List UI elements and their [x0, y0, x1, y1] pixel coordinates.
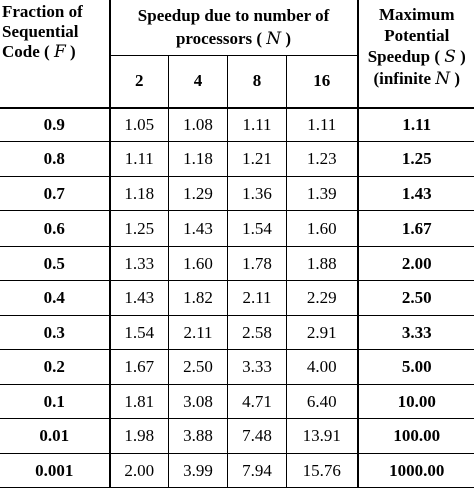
fraction-cell: 0.1 [0, 385, 110, 419]
max-speedup-header [358, 0, 474, 108]
speedup-cell: 1.11 [287, 108, 358, 142]
max-speedup-cell: 1.67 [358, 211, 474, 247]
max-speedup-line3: Speedup ( S ) [367, 47, 466, 67]
speedup-group-header [110, 0, 358, 56]
speedup-cell: 1.54 [110, 316, 169, 350]
processor-count-header: 4 [169, 56, 228, 108]
speedup-cell: 15.76 [287, 454, 358, 488]
fraction-header-line3: Code ( F ) [2, 42, 76, 62]
speedup-cell: 2.29 [287, 281, 358, 316]
speedup-cell: 1.67 [110, 350, 169, 385]
fraction-cell: 0.6 [0, 211, 110, 247]
fraction-header [0, 0, 110, 108]
infinite-n-variable: N [435, 69, 451, 89]
table-row [0, 419, 474, 454]
speedup-cell: 1.78 [228, 247, 287, 281]
speedup-cell: 1.88 [287, 247, 358, 281]
speedup-cell: 1.08 [169, 108, 228, 142]
fraction-cell: 0.7 [0, 177, 110, 211]
max-speedup-line1: Maximum [378, 5, 455, 24]
max-speedup-cell: 2.50 [358, 281, 474, 316]
table-row [0, 385, 474, 419]
max-speedup-cell: 1.43 [358, 177, 474, 211]
speedup-cell: 3.08 [169, 385, 228, 419]
table-row [0, 281, 474, 316]
speedup-cell: 1.39 [287, 177, 358, 211]
processor-count-header: 2 [110, 56, 169, 108]
fraction-cell: 0.5 [0, 247, 110, 281]
speedup-cell: 2.11 [169, 316, 228, 350]
table-row [0, 177, 474, 211]
max-speedup-cell: 1.11 [358, 108, 474, 142]
speedup-cell: 1.36 [228, 177, 287, 211]
table-body [0, 108, 474, 488]
speedup-cell: 3.99 [169, 454, 228, 488]
speedup-cell: 3.33 [228, 350, 287, 385]
speedup-cell: 1.81 [110, 385, 169, 419]
speedup-cell: 1.05 [110, 108, 169, 142]
speedup-cell: 1.25 [110, 211, 169, 247]
speedup-cell: 1.33 [110, 247, 169, 281]
speedup-cell: 2.58 [228, 316, 287, 350]
speedup-cell: 7.48 [228, 419, 287, 454]
speedup-cell: 2.11 [228, 281, 287, 316]
table-row [0, 454, 474, 488]
speedup-cell: 6.40 [287, 385, 358, 419]
speedup-cell: 4.71 [228, 385, 287, 419]
speedup-group-line2: processors ( N ) [175, 29, 292, 49]
table-row [0, 247, 474, 281]
speedup-cell: 3.88 [169, 419, 228, 454]
speedup-cell: 1.21 [228, 142, 287, 177]
processor-variable: N [266, 29, 282, 49]
speedup-cell: 1.82 [169, 281, 228, 316]
speedup-cell: 7.94 [228, 454, 287, 488]
speedup-cell: 2.00 [110, 454, 169, 488]
fraction-cell: 0.9 [0, 108, 110, 142]
fraction-cell: 0.3 [0, 316, 110, 350]
max-speedup-cell: 2.00 [358, 247, 474, 281]
speedup-cell: 4.00 [287, 350, 358, 385]
max-speedup-cell: 10.00 [358, 385, 474, 419]
max-speedup-cell: 100.00 [358, 419, 474, 454]
table-row [0, 211, 474, 247]
max-speedup-cell: 5.00 [358, 350, 474, 385]
speedup-cell: 1.18 [110, 177, 169, 211]
fraction-cell: 0.2 [0, 350, 110, 385]
speedup-group-line1: Speedup due to number of [137, 6, 330, 25]
speedup-cell: 1.43 [110, 281, 169, 316]
speedup-cell: 1.11 [110, 142, 169, 177]
speedup-cell: 2.91 [287, 316, 358, 350]
speedup-cell: 1.18 [169, 142, 228, 177]
fraction-cell: 0.001 [0, 454, 110, 488]
table-row [0, 142, 474, 177]
speedup-cell: 2.50 [169, 350, 228, 385]
table-row [0, 108, 474, 142]
table-row [0, 350, 474, 385]
speedup-cell: 1.29 [169, 177, 228, 211]
fraction-cell: 0.8 [0, 142, 110, 177]
max-speedup-cell: 3.33 [358, 316, 474, 350]
speedup-cell: 1.43 [169, 211, 228, 247]
fraction-cell: 0.01 [0, 419, 110, 454]
max-speedup-cell: 1.25 [358, 142, 474, 177]
speedup-variable: S [444, 47, 456, 67]
speedup-cell: 13.91 [287, 419, 358, 454]
max-speedup-line4: (infinite N ) [373, 69, 461, 89]
table-row [0, 316, 474, 350]
speedup-cell: 1.54 [228, 211, 287, 247]
fraction-header-line2: Sequential [2, 22, 79, 41]
max-speedup-cell: 1000.00 [358, 454, 474, 488]
fraction-header-line1: Fraction of [2, 2, 83, 21]
processor-count-header: 8 [228, 56, 287, 108]
fraction-cell: 0.4 [0, 281, 110, 316]
speedup-cell: 1.11 [228, 108, 287, 142]
fraction-variable: F [53, 42, 66, 62]
max-speedup-line2: Potential [384, 26, 450, 45]
speedup-cell: 1.60 [169, 247, 228, 281]
speedup-cell: 1.60 [287, 211, 358, 247]
speedup-cell: 1.98 [110, 419, 169, 454]
speedup-cell: 1.23 [287, 142, 358, 177]
processor-count-header: 16 [287, 56, 358, 108]
